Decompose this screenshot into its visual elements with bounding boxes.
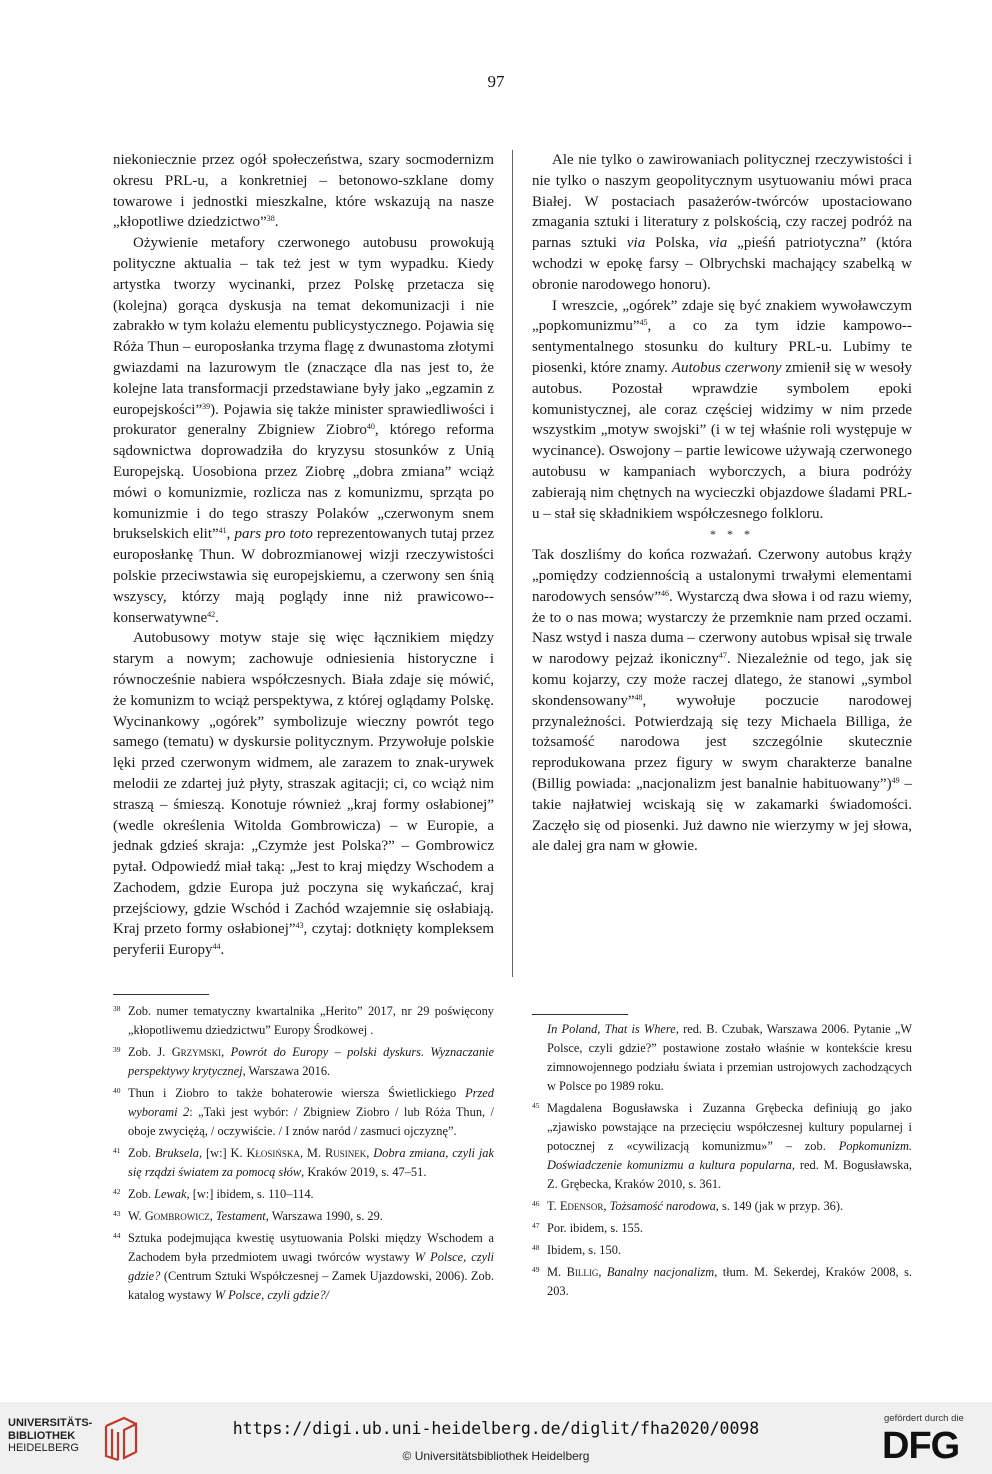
footnote-rule	[113, 994, 209, 995]
footnote: 42 Zob. Lewak, [w:] ibidem, s. 110–114.	[113, 1187, 314, 1201]
ub-heidelberg-logo[interactable]: UNIVERSITÄTS- BIBLIOTHEK HEIDELBERG	[8, 1417, 93, 1454]
footnote: 41 Zob. Bruksela, [w:] K. Kłosińska, M. Rusinek, Dobra zmiana, czyli jak się rządzi światem za pomocą słów, Kraków 2019, s. 47–51.	[113, 1146, 494, 1179]
footnote: 46 T. Edensor, Tożsamość narodowa, s. 149 (jak w przyp. 36).	[532, 1199, 844, 1213]
footnote: 48 Ibidem, s. 150.	[532, 1243, 621, 1257]
footer-bar	[0, 1402, 992, 1474]
footnote: 49 M. Billig, Banalny nacjonalizm, tłum. M. Sekerdej, Kraków 2008, s. 203.	[532, 1265, 913, 1298]
left-column	[113, 150, 494, 961]
footnote-ref[interactable]: 47	[718, 651, 727, 661]
footnote-continuation: In Poland, That is Where, red. B. Czubak, Warszawa 2006. Pytanie „W Polsce, czyli gdzie?” postawione zostało właśnie w kontekście kresu zimnowojennego podziału świata i przemian ustrojowych zachodzących w Polsce po 1989 roku.	[547, 1022, 913, 1093]
footnote-rule	[532, 1014, 628, 1015]
paragraph: niekoniecznie przez ogół społeczeństwa, szary socmodernizm okresu PRL-u, a konkretniej – betonowo-szklane domy towarowe i jednostki mieszkalne, które wskazują na nasze „kłopotliwe dziedzictwo”$^{38}$.	[113, 152, 494, 231]
paragraph: Tak doszliśmy do końca rozważań. Czerwony autobus krąży „pomiędzy codziennością a ustalonymi trwałymi elementami narodowych sensów”$^{46}$. Wystarczą dwa słowa i od razu wiemy, że to o nas mowa; wystarczy że przemknie nam przed oczami. Nasz wstyd i nasza duma – czerwony autobus wpisał się trwale w narodowy pejzaż ikoniczny$^{47}$. Niezależnie od tego, jak się komu kojarzy, czy może raczej dlatego, że stanowi „symbol skondensowany”$^{48}$, wywołuje poczucie narodowej przynależności. Potwierdzają się tezy Michaela Billiga, że tożsamość narodowa jest szczególnie skutecznie reprodukowana przez figury w swym charakterze banalne (Billig powiada: „nacjonalizm jest banalnie habituowany”)$^{49}$ – takie najłatwiej wciskają się w zakamarki świadomości. Zaczęło się od piosenki. Już dawno nie wierzymy w jej słowa, ale dalej gra nam w głowie.	[532, 547, 912, 855]
paragraph: I wreszcie, „ogórek” zdaje się być znakiem wywoławczym „popkomunizmu”$^{45}$, a co za tym idzie kampowo--sentymentalnego stosunku do kultury PRL-u. Lubimy te piosenki, które znamy. Autobus czerwony zmienił się w wesoły autobus. Pozostał wprawdzie symbolem epoki komunistycznej, ale coraz częściej widzimy w nim przede wszystkim „motyw swojski” (i w tej właśnie roli występuje w wycinance). Oswojony – partie lewicowe używają czerwonego autobusu w kampaniach wyborczych, a biura podróży zabierają nim chętnych na wycieczki objazdowe śladami PRL-u – stał się składnikiem współczesnego folkloru.	[532, 297, 912, 522]
footnote-ref[interactable]: 43	[295, 921, 304, 931]
footnotes-right	[532, 1020, 912, 1304]
copyright-notice: © Universitätsbibliothek Heidelberg	[402, 1449, 590, 1463]
footnote-ref[interactable]: 46	[661, 588, 670, 598]
footnotes-left	[113, 1002, 494, 1308]
right-column	[532, 150, 912, 857]
footnote-ref[interactable]: 48	[634, 692, 643, 702]
footnote-ref[interactable]: 45	[639, 318, 648, 328]
paragraph: Autobusowy motyw staje się więc łącznikiem między starym a nowym; zachowuje odniesienia historyczne i równocześnie nabiera współczesnych. Biała zdaje się mówić, że komunizm to wciąż perspektywa, z której oglądamy Polskę. Wycinankowy „ogórek” symbolizuje wieczny powrót tego samego (tematu) w dyskursie politycznym. Przywołuje polskie lęki przed czerwonym widmem, ale zarazem to znak-urywek melodii ze zdartej już płyty, straszak agitacji; ci, co wciąż nim straszą – śmieszą. Konotuje również „kraj formy osłabionej” (wedle określenia Witolda Gombrowicza) – w Europie, a jednak gdzieś skraja: „Czymże jest Polska?” – Gombrowicz pytał. Odpowiedź miał taką: „Jest to kraj między Wschodem a Zachodem, gdzie Europa już poczyna się wykańczać, kraj przejściowy, gdzie Wschód i Zachód wzajemnie się osłabiają. Kraj przeto formy osłabionej”$^{43}$, czytaj: dotknięty kompleksem peryferii Europy$^{44}$.	[113, 630, 494, 959]
footnote: 44 Sztuka podejmująca kwestię usytuowania Polski między Wschodem a Zachodem była przedmiotem uwagi twórców wystawy W Polsce, czyli gdzie? (Centrum Sztuki Współczesnej – Zamek Ujazdowski, 2006). Zob. katalog wystawy W Polsce, czyli gdzie?/	[113, 1231, 494, 1302]
footnote-ref[interactable]: 41	[218, 526, 227, 536]
footnote: 38 Zob. numer tematyczny kwartalnika „Herito” 2017, nr 29 poświęcony „kłopotliwemu dziedzictwu” Europy Środkowej .	[113, 1004, 494, 1037]
paragraph: Ale nie tylko o zawirowaniach politycznej rzeczywistości i nie tylko o naszym geopolitycznym usytuowaniu mówi praca Białej. W postaciach pasażerów-twórców upostaciowano zmagania sztuki i literatury z polskością, czy raczej podróż na parnas sztuki via Polska, via „pieśń patriotyczna” (która wchodzi w epokę farsy – Olbrychski machający szabelką w obronie narodowego honoru).	[532, 152, 912, 293]
dfg-caption: gefördert durch die	[884, 1413, 964, 1424]
footnote-ref[interactable]: 44	[212, 942, 221, 952]
footnote: 43 W. Gombrowicz, Testament, Warszawa 1990, s. 29.	[113, 1209, 383, 1223]
paragraph: Ożywienie metafory czerwonego autobusu prowokują polityczne aktualia – tak też jest w tym wypadku. Kiedy artystka tworzy wycinanki, przez Polskę przetacza się (kolejna) gorąca dyskusja na temat dekomunizacji i nie zabrakło w tym kolażu elementu publicystycznego. Pojawia się Róża Thun – europosłanka trzyma flagę z dwunastoma złotymi gwiazdami na lazurowym tle (znaczące dla nas jest to, że kolejne lata transformacji przedstawiane były jako „egzamin z europejskości”$^{39}$). Pojawia się także minister sprawiedliwości i prokurator generalny Zbigniew Ziobro$^{40}$, którego reforma sądownictwa doprowadziła do kryzysu stosunków z Unią Europejską. Uosobiona przez Ziobrę „dobra zmiana” wciąż mówi o komunizmie, rozlicza nas z komunizmu, sprząta po komunizmie i do tego straszy Polaków „czerwonym snem brukselskich elit”$^{41}$, pars pro toto reprezentowanych tutaj przez europosłankę Thun. W dobrozmianowej wizji rzeczywistości polskie przeciwstawia się europejskiemu, a czerwony sen śnią wszyscy, którzy mają poglądy inne niż prawicowo--konserwatywne$^{42}$.	[113, 235, 494, 626]
footnote-ref[interactable]: 39	[202, 401, 211, 411]
footnote: 45 Magdalena Bogusławska i Zuzanna Grębecka definiują go jako „zjawisko powstające na przecięciu współczesnej kultury popularnej i potocznej z «cywilizacją komunizmu»” – zob. Popkomunizm. Doświadczenie komunizmu a kultura popularna, red. M. Bogusławska, Z. Grębecka, Kraków 2010, s. 361.	[532, 1101, 912, 1191]
footnote: 39 Zob. J. Grzymski, Powrót do Europy – polski dyskurs. Wyznaczanie perspektywy krytycznej, Warszawa 2016.	[113, 1045, 494, 1078]
footnote: 47 Por. ibidem, s. 155.	[532, 1221, 644, 1235]
section-separator: * * *	[710, 527, 754, 542]
footnote-ref[interactable]: 49	[891, 775, 900, 785]
footnote-ref[interactable]: 40	[366, 422, 375, 432]
footnote-ref[interactable]: 42	[207, 609, 216, 619]
dfg-logo[interactable]: DFG	[882, 1425, 960, 1467]
page-number: 97	[487, 72, 505, 91]
source-url-link[interactable]: https://digi.ub.uni-heidelberg.de/diglit/fha2020/0098	[232, 1419, 760, 1438]
footnote: 40 Thun i Ziobro to także bohaterowie wiersza Świetlickiego Przed wyborami 2: „Taki jest wybór: / Zbigniew Ziobro / lub Róża Thun, / oboje zwyciężą, / oczywiście. / I znów naród / zasmuci ojczyznę”.	[113, 1086, 494, 1138]
footnote-ref[interactable]: 38	[266, 214, 275, 224]
column-divider	[512, 150, 513, 977]
